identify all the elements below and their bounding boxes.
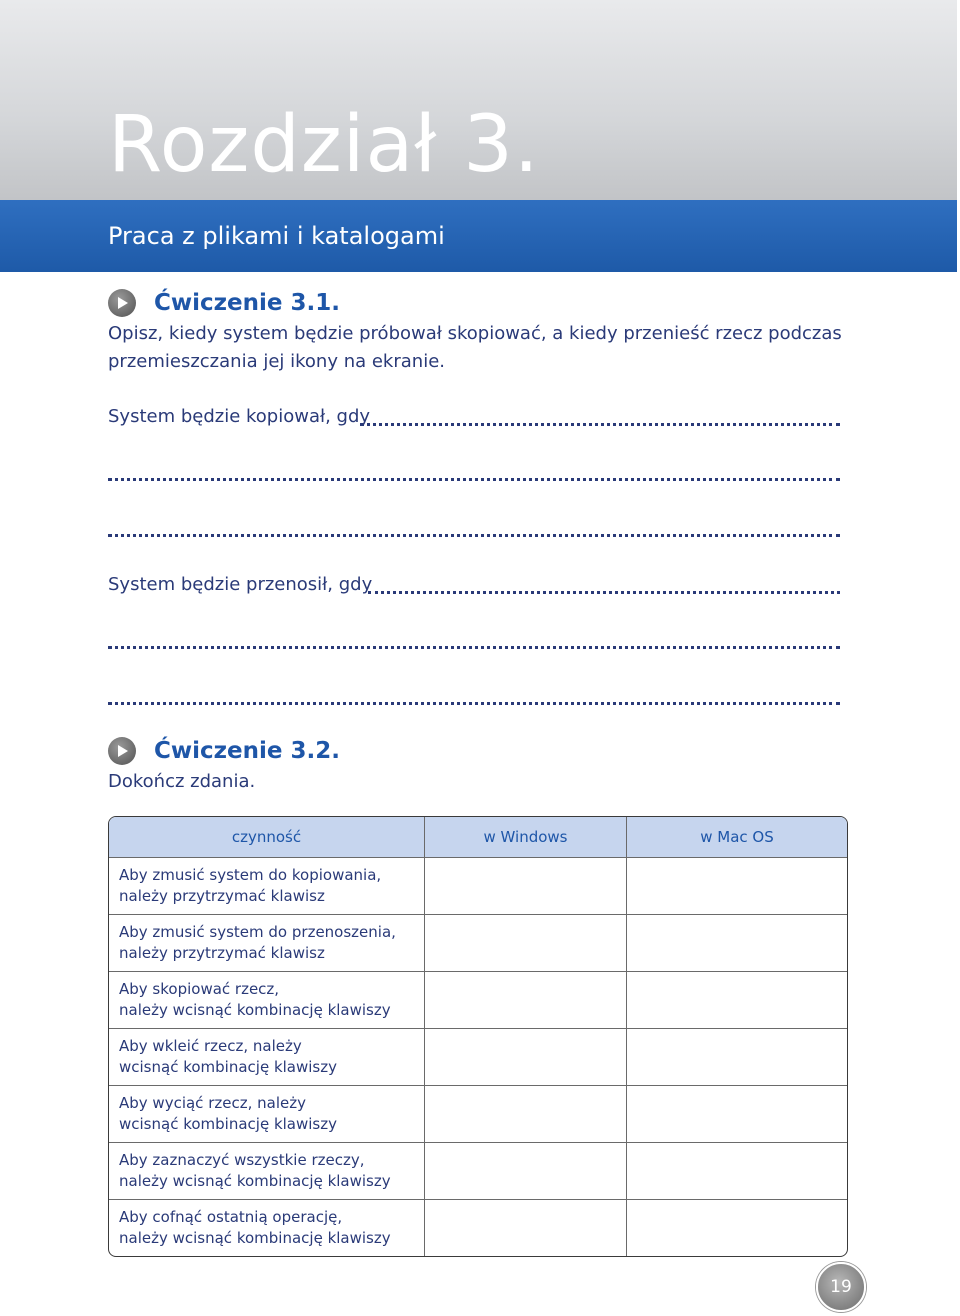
action-cell bbox=[109, 1143, 425, 1200]
table-row bbox=[109, 1029, 847, 1086]
action-cell bbox=[109, 1029, 425, 1086]
play-icon bbox=[108, 737, 136, 765]
action-line-2: należy wcisnąć kombinację klawiszy bbox=[119, 1172, 391, 1190]
chapter-title: Rozdział 3. bbox=[108, 100, 540, 190]
header-windows: w Windows bbox=[425, 817, 627, 858]
action-cell bbox=[109, 915, 425, 972]
page-number: 19 bbox=[816, 1262, 866, 1312]
copy-answer-dots-3[interactable] bbox=[108, 534, 840, 537]
header-action: czynność bbox=[109, 817, 425, 858]
macos-answer-cell[interactable] bbox=[627, 1143, 847, 1200]
table-header-row bbox=[109, 817, 847, 858]
exercise-2-title: Ćwiczenie 3.2. bbox=[154, 738, 340, 764]
action-line-1: Aby wkleić rzecz, należy bbox=[119, 1037, 302, 1055]
exercise-1-title: Ćwiczenie 3.1. bbox=[154, 290, 340, 316]
macos-answer-cell[interactable] bbox=[627, 858, 847, 915]
action-line-1: Aby zmusić system do kopiowania, bbox=[119, 866, 382, 884]
table-row bbox=[109, 915, 847, 972]
action-line-2: wcisnąć kombinację klawiszy bbox=[119, 1058, 337, 1076]
action-cell bbox=[109, 1086, 425, 1143]
windows-answer-cell[interactable] bbox=[425, 1200, 627, 1256]
macos-answer-cell[interactable] bbox=[627, 972, 847, 1029]
action-cell bbox=[109, 858, 425, 915]
action-cell bbox=[109, 1200, 425, 1256]
macos-answer-cell[interactable] bbox=[627, 915, 847, 972]
move-prompt: System będzie przenosił, gdy bbox=[108, 574, 373, 595]
table-row bbox=[109, 1200, 847, 1256]
table-row bbox=[109, 1086, 847, 1143]
chapter-subtitle: Praca z plikami i katalogami bbox=[108, 222, 445, 250]
action-line-2: należy wcisnąć kombinację klawiszy bbox=[119, 1001, 391, 1019]
action-line-1: Aby cofnąć ostatnią operację, bbox=[119, 1208, 343, 1226]
action-line-2: należy przytrzymać klawisz bbox=[119, 944, 325, 962]
windows-answer-cell[interactable] bbox=[425, 858, 627, 915]
action-line-2: wcisnąć kombinację klawiszy bbox=[119, 1115, 337, 1133]
action-line-2: należy przytrzymać klawisz bbox=[119, 887, 325, 905]
header-macos: w Mac OS bbox=[627, 817, 847, 858]
windows-answer-cell[interactable] bbox=[425, 915, 627, 972]
move-answer-dots-2[interactable] bbox=[108, 646, 840, 649]
table-row bbox=[109, 1143, 847, 1200]
exercise-2-heading bbox=[108, 736, 340, 766]
windows-answer-cell[interactable] bbox=[425, 1143, 627, 1200]
exercise-2-instruction: Dokończ zdania. bbox=[108, 771, 256, 792]
macos-answer-cell[interactable] bbox=[627, 1200, 847, 1256]
table-row bbox=[109, 858, 847, 915]
shortcuts-table bbox=[108, 816, 848, 1257]
copy-answer-dots[interactable] bbox=[360, 423, 840, 426]
exercise-1-instruction: Opisz, kiedy system będzie próbował skopiować, a kiedy przenieść rzecz podczas przemieszczania jej ikony na ekranie. bbox=[108, 323, 842, 372]
action-line-1: Aby skopiować rzecz, bbox=[119, 980, 280, 998]
windows-answer-cell[interactable] bbox=[425, 972, 627, 1029]
copy-answer-dots-2[interactable] bbox=[108, 478, 840, 481]
move-answer-dots[interactable] bbox=[368, 591, 840, 594]
macos-answer-cell[interactable] bbox=[627, 1029, 847, 1086]
action-line-1: Aby wyciąć rzecz, należy bbox=[119, 1094, 306, 1112]
action-line-1: Aby zmusić system do przenoszenia, bbox=[119, 923, 396, 941]
move-answer-dots-3[interactable] bbox=[108, 702, 840, 705]
copy-prompt: System będzie kopiował, gdy bbox=[108, 406, 371, 427]
table-row bbox=[109, 972, 847, 1029]
action-cell bbox=[109, 972, 425, 1029]
macos-answer-cell[interactable] bbox=[627, 1086, 847, 1143]
play-icon bbox=[108, 289, 136, 317]
exercise-1-heading bbox=[108, 288, 340, 318]
action-line-1: Aby zaznaczyć wszystkie rzeczy, bbox=[119, 1151, 365, 1169]
action-line-2: należy wcisnąć kombinację klawiszy bbox=[119, 1229, 391, 1247]
windows-answer-cell[interactable] bbox=[425, 1086, 627, 1143]
windows-answer-cell[interactable] bbox=[425, 1029, 627, 1086]
